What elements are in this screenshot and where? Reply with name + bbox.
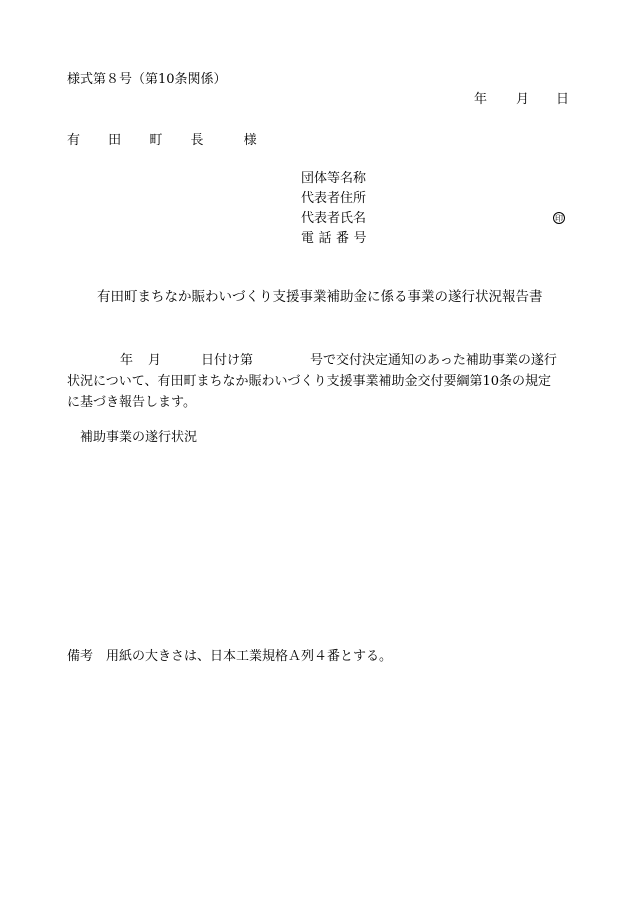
document-title: 有田町まちなか賑わいづくり支援事業補助金に係る事業の遂行状況報告書: [97, 289, 543, 305]
body-line: [67, 350, 572, 371]
rep-name-label: 代表者氏名: [301, 211, 367, 226]
addressee-char: 町: [149, 133, 163, 148]
date-day-label: 日: [556, 92, 570, 107]
remarks-label: 備考: [67, 649, 94, 664]
applicant-block: [0, 172, 630, 252]
phone-label: 電話番号: [301, 231, 372, 246]
body-month-label: 月: [148, 353, 162, 368]
date-month-label: 月: [516, 92, 530, 107]
body-number-text: 号で交付決定通知のあった補助事業の遂行: [310, 353, 557, 368]
body-text: [67, 350, 572, 413]
addressee-char: 有: [67, 133, 81, 148]
remarks: [67, 650, 392, 663]
section-heading: 補助事業の遂行状況: [80, 430, 198, 445]
group-name-label: 団体等名称: [301, 171, 367, 186]
addressee-char: 長: [190, 133, 204, 148]
addressee-char: 田: [108, 133, 122, 148]
seal-icon: 印: [555, 214, 563, 223]
rep-address-label: 代表者住所: [301, 191, 367, 206]
remarks-text: 用紙の大きさは、日本工業規格Ａ列４番とする。: [106, 649, 393, 664]
form-number: 様式第８号（第10条関係）: [67, 72, 227, 87]
date-year-label: 年: [474, 92, 488, 107]
body-line: 状況について、有田町まちなか賑わいづくり支援事業補助金交付要綱第10条の規定: [67, 374, 552, 389]
body-dated-label: 日付け第: [201, 353, 254, 368]
body-line: に基づき報告します。: [67, 395, 196, 410]
date-line: [0, 93, 630, 109]
addressee-honorific: 様: [243, 133, 257, 148]
addressee: [67, 134, 257, 147]
body-year-label: 年: [120, 353, 134, 368]
